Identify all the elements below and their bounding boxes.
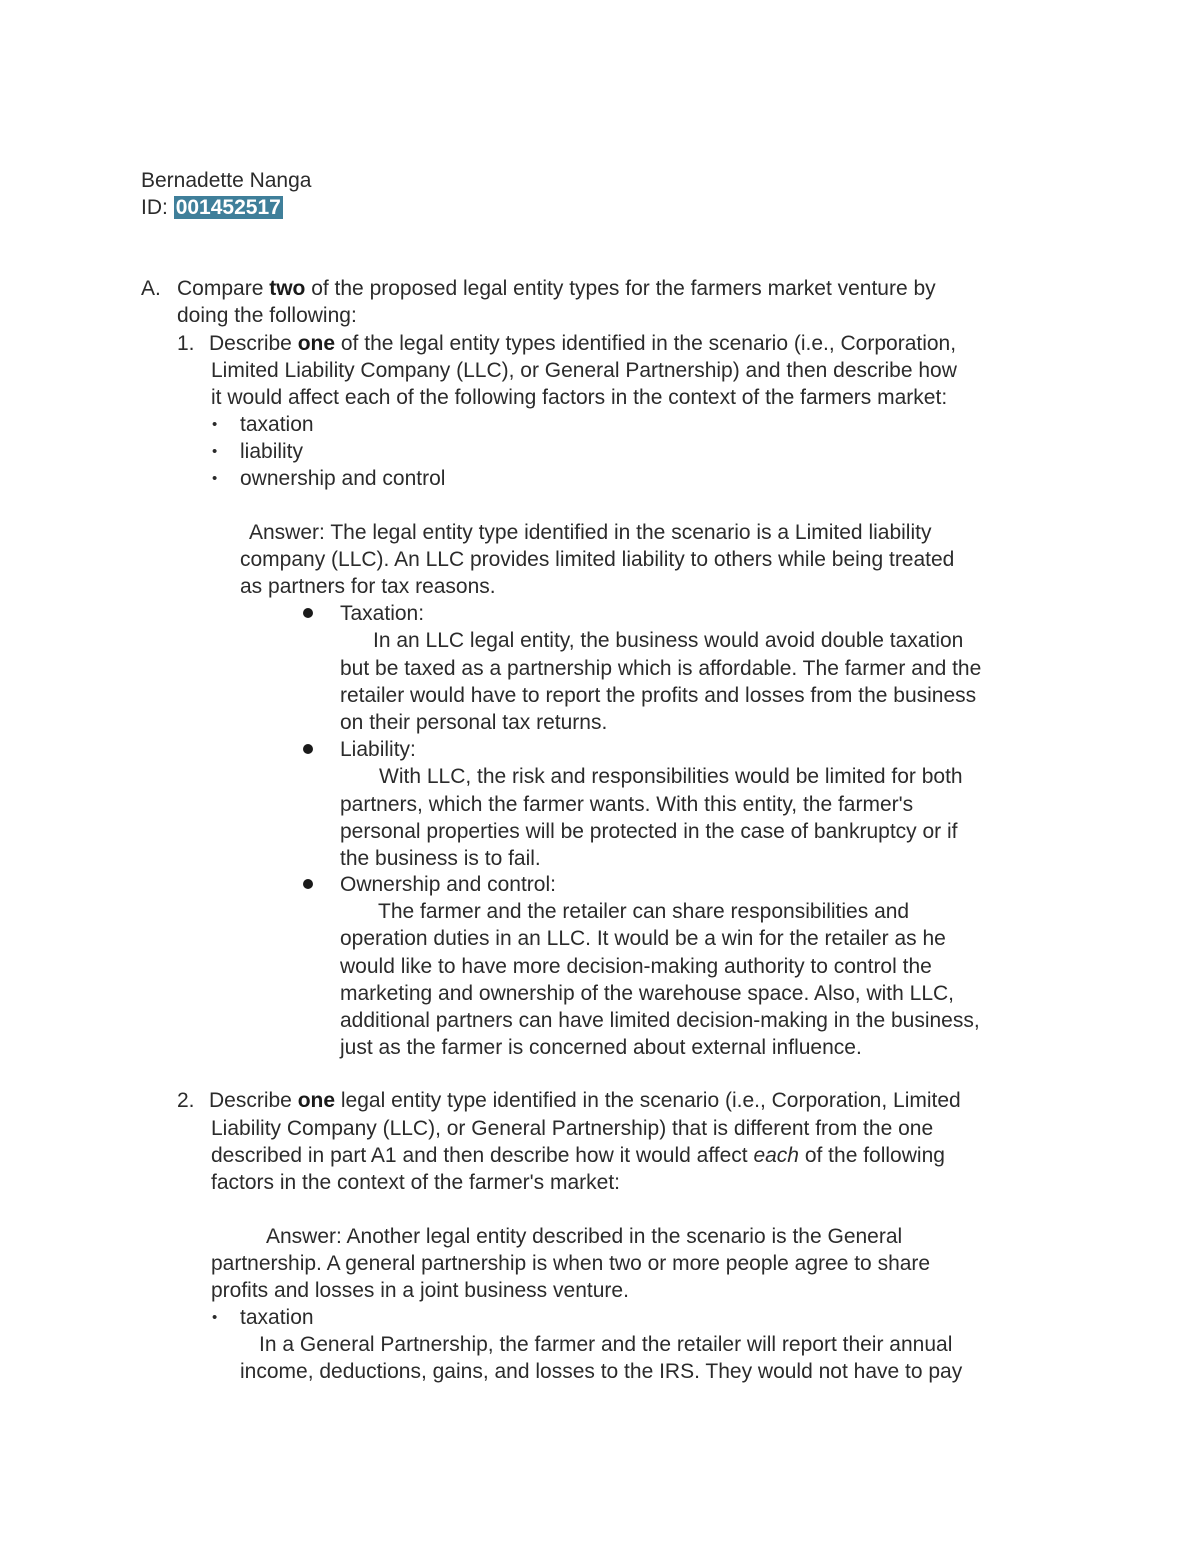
bullet-icon: • (212, 470, 218, 487)
q1-taxation-label: Taxation: (340, 602, 425, 625)
q2-line2: Liability Company (LLC), or General Partnership) that is different from the one (211, 1117, 934, 1140)
q1-line1: Describe one of the legal entity types identified in the scenario (i.e., Corporation, (209, 332, 957, 355)
q1-liability-label: Liability: (340, 738, 416, 761)
q1-line2: Limited Liability Company (LLC), or General Partnership) and then describe how (211, 359, 957, 382)
q1-taxation-line1: In an LLC legal entity, the business would avoid double taxation (373, 629, 964, 652)
q2-marker: 2. (177, 1089, 195, 1112)
q1-ownership-line2: operation duties in an LLC. It would be a win for the retailer as he (340, 927, 946, 950)
emphasis-each: each (753, 1144, 799, 1167)
section-a-prompt-line1: Compare two of the proposed legal entity types for the farmers market venture by (177, 277, 936, 300)
bullet-dot-icon (303, 744, 313, 754)
id-label: ID: (141, 196, 168, 219)
q2-answer-line1: Answer: Another legal entity described in the scenario is the General (266, 1225, 903, 1248)
q1-ownership-line3: would like to have more decision-making authority to control the (340, 955, 932, 978)
q1-liability-line4: the business is to fail. (340, 847, 541, 870)
q1-taxation-line2: but be taxed as a partnership which is affordable. The farmer and the (340, 657, 982, 680)
q2-answer-line2: partnership. A general partnership is when two or more people agree to share (211, 1252, 931, 1275)
q1-liability-line1: With LLC, the risk and responsibilities would be limited for both (379, 765, 963, 788)
q1-liability-line3: personal properties will be protected in the case of bankruptcy or if (340, 820, 958, 843)
q2-answer-line3: profits and losses in a joint business venture. (211, 1279, 629, 1302)
q1-ownership-line1: The farmer and the retailer can share responsibilities and (378, 900, 910, 923)
q1-ownership-label: Ownership and control: (340, 873, 556, 896)
section-a-prompt-line2: doing the following: (177, 304, 357, 327)
q2-line3: described in part A1 and then describe how it would affect each of the following (211, 1144, 945, 1167)
q1-answer-line2: company (LLC). An LLC provides limited liability to others while being treated (240, 548, 955, 571)
bullet-icon: • (212, 1309, 218, 1326)
q1-bullet-liability: liability (240, 440, 304, 463)
q2-bullet-taxation: taxation (240, 1306, 314, 1329)
section-a-marker: A. (141, 277, 161, 300)
bullet-icon: • (212, 416, 218, 433)
student-id-line (141, 194, 283, 221)
q1-bullet-taxation: taxation (240, 413, 314, 436)
bullet-icon: • (212, 443, 218, 460)
q1-answer-line1: Answer: The legal entity type identified in the scenario is a Limited liability (249, 521, 932, 544)
q2-line4: factors in the context of the farmer's market: (211, 1171, 621, 1194)
author-name: Bernadette Nanga (141, 169, 312, 192)
q1-ownership-line6: just as the farmer is concerned about external influence. (340, 1036, 862, 1059)
q1-ownership-line4: marketing and ownership of the warehouse space. Also, with LLC, (340, 982, 955, 1005)
q2-line1: Describe one legal entity type identified in the scenario (i.e., Corporation, Limited (209, 1089, 961, 1112)
q2-taxation-line1: In a General Partnership, the farmer and the retailer will report their annual (259, 1333, 953, 1356)
bullet-dot-icon (303, 608, 313, 618)
q1-taxation-line4: on their personal tax returns. (340, 711, 608, 734)
q2-taxation-line2: income, deductions, gains, and losses to the IRS. They would not have to pay (240, 1360, 963, 1383)
bullet-dot-icon (303, 879, 313, 889)
q1-ownership-line5: additional partners can have limited decision-making in the business, (340, 1009, 980, 1032)
q1-line3: it would affect each of the following factors in the context of the farmers market: (211, 386, 948, 409)
q1-marker: 1. (177, 332, 195, 355)
emphasis-one: one (297, 332, 336, 355)
q1-taxation-line3: retailer would have to report the profits and losses from the business (340, 684, 977, 707)
q1-answer-line3: as partners for tax reasons. (240, 575, 496, 598)
id-value-highlight: 001452517 (175, 196, 281, 219)
q1-liability-line2: partners, which the farmer wants. With this entity, the farmer's (340, 793, 914, 816)
emphasis-one: one (297, 1089, 336, 1112)
q1-bullet-ownership: ownership and control (240, 467, 446, 490)
emphasis-two: two (269, 277, 306, 300)
